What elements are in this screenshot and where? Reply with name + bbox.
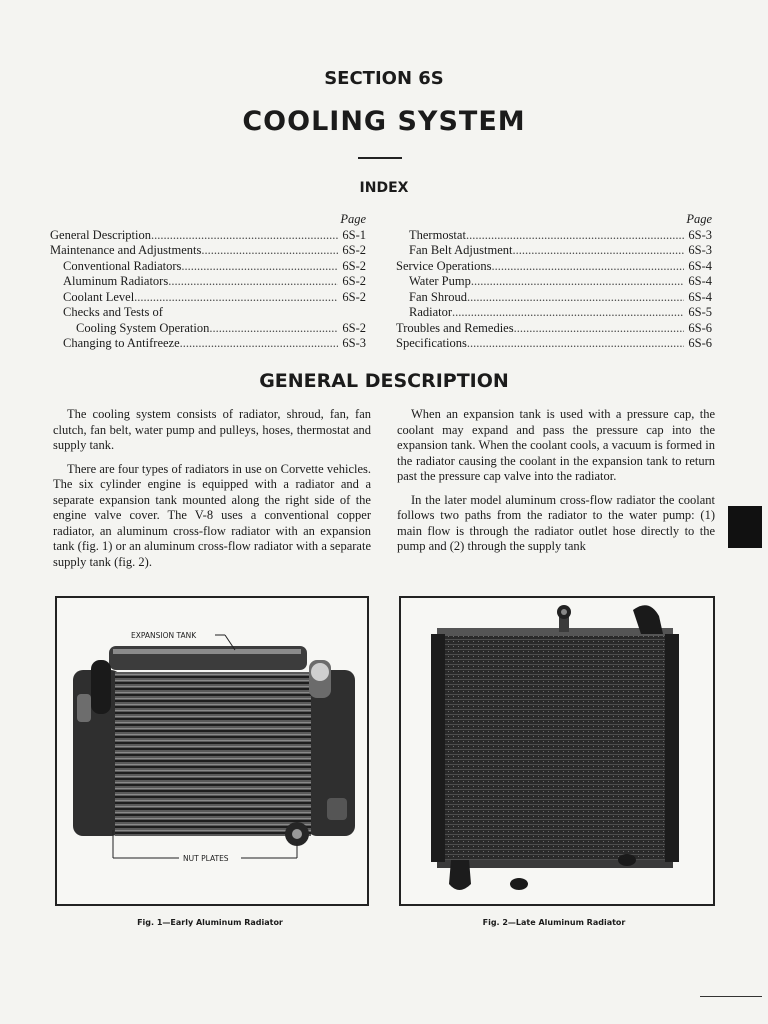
callout-expansion-tank: EXPANSION TANK [131, 631, 197, 640]
index-entry-leader [467, 290, 684, 306]
page-title: COOLING SYSTEM [242, 106, 526, 137]
index-entry-page: 6S-2 [342, 289, 366, 304]
body-left-column [53, 407, 371, 578]
index-entry-page: 6S-1 [342, 227, 366, 242]
index-entry-page: 6S-6 [688, 320, 712, 335]
index-heading: INDEX [359, 180, 409, 196]
index-entry-page: 6S-4 [688, 258, 712, 273]
paragraph: There are four types of radiators in use on Corvette vehicles. The six cylinder engine is equipped with a radiator and a separate expansion tank mounted along the right side of the engine valve cover. The V-8 uses a conventional copper radiator, an aluminum cross-flow radiator with an expansion tank (fig. 1) or an aluminum cross-flow radiator with a separate supply tank (fig. 2). [53, 461, 371, 569]
index-entry-label: Specifications [396, 336, 467, 350]
index-entry-leader [471, 274, 685, 290]
index-entry [396, 228, 712, 244]
index-entry-label: Fan Shroud [409, 289, 467, 304]
index-entry-page: 6S-2 [342, 320, 366, 335]
paragraph: The cooling system consists of radiator, shroud, fan, fan clutch, fan belt, water pump and pulleys, hoses, thermostat and supply tank. [53, 407, 371, 452]
footer-rule [700, 996, 762, 997]
index-entry [50, 243, 366, 259]
index-entry-page: 6S-6 [688, 336, 712, 350]
figure-1-caption: Fig. 1—Early Aluminum Radiator [137, 918, 283, 927]
callout-nut-plates: NUT PLATES [183, 854, 229, 863]
index-entry [50, 228, 366, 244]
index-entry-leader [151, 228, 338, 244]
index-entry-label: Conventional Radiators [63, 258, 182, 273]
index-entry-label: Aluminum Radiators [63, 274, 169, 288]
index-entry-label: Coolant Level [63, 289, 135, 304]
index-entry-leader [201, 243, 338, 259]
index-entry-page: 6S-2 [342, 258, 366, 273]
index-entry-label: Cooling System Operation [76, 320, 210, 335]
index-entry-leader [180, 336, 339, 352]
index-entry-leader [452, 305, 684, 321]
index-entry-label: Thermostat [409, 227, 466, 242]
index-entry-leader [209, 321, 338, 337]
radiator-core [115, 672, 311, 836]
index-entry [396, 290, 712, 306]
index-entry [396, 321, 712, 337]
index-entry-label: Fan Belt Adjustment [409, 243, 513, 257]
body-right-column [397, 407, 715, 563]
index-entry-label: General Description [50, 227, 152, 242]
index-entry-page: 6S-2 [342, 243, 366, 257]
index-entry-leader [491, 259, 684, 275]
figure-1-early-aluminum-radiator [55, 596, 369, 906]
index-entry [396, 259, 712, 275]
index-entry-page: 6S-5 [688, 305, 712, 319]
index-entry [50, 321, 366, 337]
paragraph: When an expansion tank is used with a pressure cap, the coolant may expand and pass the pressure cap into the expansion tank. When the coolant cools, a vacuum is formed in the radiator causing the coolant in the expansion tank to return past the pressure cap valve into the radiator. [397, 407, 715, 483]
index-left-column [50, 212, 366, 352]
index-entry [50, 274, 366, 290]
index-entry-label: Changing to Antifreeze [63, 336, 180, 350]
index-entry [396, 243, 712, 259]
index-left-list [50, 228, 366, 352]
index-entry-leader [467, 336, 685, 352]
radiator-illustration [57, 598, 367, 904]
index-entry-page: 6S-4 [688, 274, 712, 288]
page-column-header: Page [686, 212, 712, 226]
index-entry-page: 6S-3 [342, 336, 366, 350]
figure-2-late-aluminum-radiator [399, 596, 715, 906]
index-entry-leader [134, 290, 338, 306]
index-entry-leader [514, 321, 685, 337]
radiator-core [439, 632, 671, 862]
index-entry-page: 6S-3 [688, 227, 712, 242]
index-right-list [396, 228, 712, 352]
index-entry-label: Service Operations [396, 258, 492, 273]
index-entry [50, 259, 366, 275]
index-right-column [396, 212, 712, 352]
index-entry-leader [466, 228, 684, 244]
paragraph: In the later model aluminum cross-flow radiator the coolant follows two paths from the radiator to the water pump: (1) main flow is through the radiator outlet hose directly to the pump and (2) through the supply tank [397, 492, 715, 553]
index-entry-leader [512, 243, 684, 259]
index-entry [50, 305, 366, 321]
index-entry-label: Maintenance and Adjustments [50, 243, 202, 257]
index-entry-label: Water Pump [409, 274, 471, 288]
figure-2-caption: Fig. 2—Late Aluminum Radiator [482, 918, 626, 927]
index-entry-label: Checks and Tests of [63, 305, 163, 319]
radiator-illustration [401, 598, 713, 904]
title-divider [358, 157, 402, 159]
index-entry-label: Troubles and Remedies [396, 320, 514, 335]
index-entry-label: Radiator [409, 305, 453, 319]
index-entry [50, 336, 366, 352]
index-entry [396, 274, 712, 290]
index-entry-leader [168, 274, 338, 290]
index-entry [50, 290, 366, 306]
section-number: SECTION 6S [324, 68, 444, 89]
section-heading: GENERAL DESCRIPTION [259, 370, 509, 392]
index-entry [396, 336, 712, 352]
index-entry-page: 6S-4 [688, 289, 712, 304]
page-column-header: Page [340, 212, 366, 226]
index-entry [396, 305, 712, 321]
index-entry-leader [181, 259, 338, 275]
index-entry-page: 6S-3 [688, 243, 712, 257]
section-thumb-tab [728, 506, 762, 548]
index-entry-page: 6S-2 [342, 274, 366, 288]
